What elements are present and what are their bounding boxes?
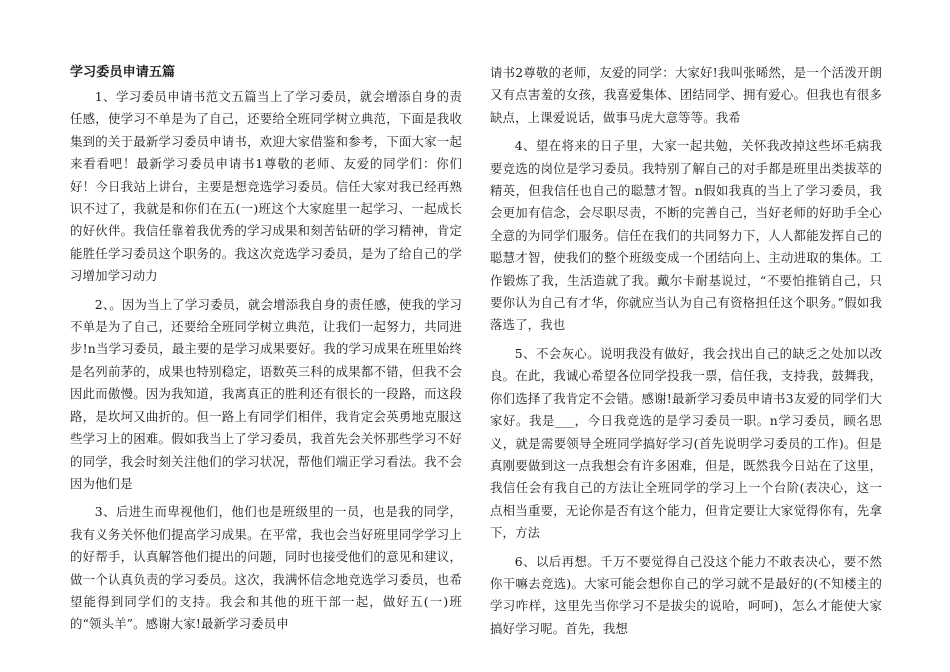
document-title: 学习委员申请五篇	[70, 65, 176, 80]
paragraph-4: 4、望在将来的日子里，大家一起共勉，关怀我改掉这些坏毛病我要竞选的岗位是学习委员。我特别了解自己的对手都是班里出类拔萃的精英，但我信任也自己的聪慧才智。n假如我真的当上了学习委员，我会更加有信念，会尽职尽责，不断的完善自己，当好老师的好助手全心全意的为同学们服务。信任在我们的共同努力下，人人都能发挥自己的聪慧才智，使我们的整个班级变成一个团结向上、主动进取的集体。工作锻炼了我，生活造就了我。戴尔卡耐基说过，“不要怕推销自己，只要你认为自己有才华，你就应当认为自己有资格担任这个职务。”假如我落选了，我也	[490, 138, 882, 333]
paragraph-6: 6、以后再想。千万不要觉得自己没这个能力不敢表决心，要不然你干嘛去竞选)。大家可能会想你自己的学习就不是最好的(不知楼主的学习咋样，这里先当你学习不是拔尖的说哈，呵呵)，怎么才能使大家搞好学习呢。首先，我想	[490, 553, 882, 636]
paragraph-3: 3、后进生而卑视他们，他们也是班级里的一员，也是我的同学，我有义务关怀他们提高学习成果。在平常，我也会当好班里同学学习上的好帮手，认真解答他们提出的问题，同时也接受他们的意见和建议，做一个认真负责的学习委员。这次，我满怀信念地竞选学习委员，也希望能得到同学们的支持。我会和其他的班干部一起，做好五(一)班的“领头羊”。感谢大家!最新学习委员申	[70, 504, 462, 632]
paragraph-1: 1、学习委员申请书范文五篇当上了学习委员，就会增添自身的责任感，使学习不单是为了自己，还要给全班同学树立典范，下面是我收集到的关于最新学习委员申请书，欢迎大家借鉴和参考，下面大家一起来看看吧！最新学习委员申请书1尊敬的老师、友爱的同学们：你们好！今日我站上讲台，主要是想竞选学习委员。信任大家对我已经再熟识不过了，我就是和你们在五(一)班这个大家庭里一起学习、一起成长的好伙伴。我信任靠着我优秀的学习成果和刻苦钻研的学习精神，肯定能胜任学习委员这个职务的。我这次竞选学习委员，是为了给自己的学习增加学习动力	[70, 89, 462, 284]
left-column	[70, 62, 462, 642]
paragraph-2: 2、。因为当上了学习委员，就会增添我自身的责任感，使我的学习不单是为了自己，还要给全班同学树立典范，让我们一起努力，共同进步!n当学习委员，最主要的是学习成果要好。我的学习成果在班里始终是名列前茅的，成果也特别稳定，语数英三科的成果都不错，但我不会因此而傲慢。因为我知道，我离真正的胜利还有很长的一段路，而这段路，是坎坷又曲折的。但一路上有同学们相伴，我肯定会英勇地克服这些学习上的困难。假如我当上了学习委员，我首先会关怀那些学习不好的同学，我会时刻关注他们的学习状况，帮他们端正学习看法。我不会因为他们是	[70, 296, 462, 491]
paragraph-3-continued: 请书2尊敬的老师，友爱的同学：大家好!我叫张晞然，是一个活泼开朗又有点害羞的女孩，我喜爱集体、团结同学、拥有爱心。但我也有很多缺点，上课爱说话，做事马虎大意等等。我希	[490, 65, 882, 125]
right-column	[490, 62, 882, 646]
paragraph-5: 5、不会灰心。说明我没有做好，我会找出自己的缺乏之处加以改良。在此，我诚心希望各位同学投我一票，信任我，支持我，鼓舞我，你们选择了我肯定不会错。感谢!最新学习委员申请书3友爱的同学们大家好。我是___，今日我竞选的是学习委员一职。n学习委员，顾名思义，就是需要领导全班同学搞好学习(首先说明学习委员的工作)。但是真刚要做到这一点我想会有许多困难，但是，既然我今日站在了这里，我信任会有我自己的方法让全班同学的学习上一个台阶(表决心，这一点相当重要，无论你是否有这个能力，但肯定要让大家觉得你有，先拿下，方法	[490, 345, 882, 541]
